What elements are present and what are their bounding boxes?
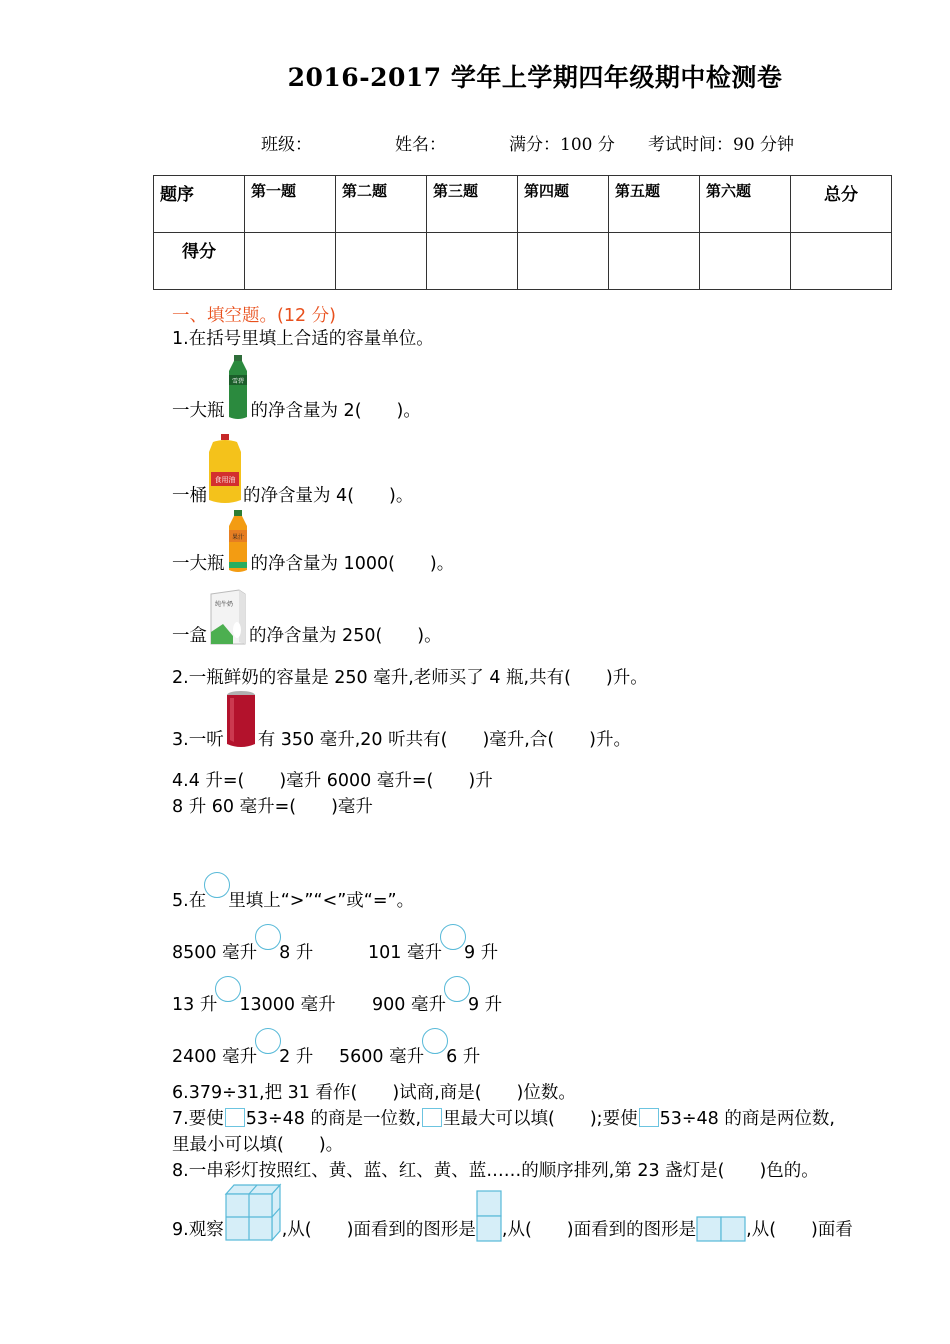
table-cell: 第一题 (245, 176, 336, 233)
score-input-cell[interactable] (791, 233, 892, 290)
question-7-line2: 里最小可以填( )。 (172, 1135, 344, 1155)
page-title: 2016-2017 学年上学期四年级期中检测卷 (287, 63, 783, 92)
score-table (153, 175, 892, 290)
question-7-line1 (172, 1107, 835, 1131)
table-row (154, 233, 892, 290)
milk-label-text: 纯牛奶 (214, 601, 234, 608)
question-1d (172, 584, 442, 648)
score-input-cell[interactable] (245, 233, 336, 290)
q7-text: 7.要使 (172, 1109, 224, 1129)
soda-bottle-icon (225, 355, 251, 421)
q9-text: ,从( )面看到的图形是 (281, 1220, 476, 1240)
q1d-text-post: 的净含量为 250( )。 (249, 626, 442, 646)
oil-label-text: 食用油 (214, 476, 236, 484)
compare-row-2a (172, 986, 336, 1017)
question-4-line2: 8 升 60 毫升=( )毫升 (172, 797, 373, 817)
answer-square[interactable] (225, 1108, 245, 1127)
compare-right: 2 升 (279, 1047, 314, 1067)
soda-can-icon (224, 690, 258, 750)
question-5 (172, 882, 414, 913)
q5-text-pre: 5.在 (172, 891, 207, 911)
question-1a (172, 353, 421, 423)
table-cell: 第四题 (518, 176, 609, 233)
answer-circle[interactable] (255, 924, 281, 950)
table-cell: 得分 (154, 233, 245, 290)
top-view-shape-icon (696, 1216, 746, 1242)
q1b-text-pre: 一桶 (172, 486, 207, 506)
question-8: 8.一串彩灯按照红、黄、蓝、红、黄、蓝……的顺序排列,第 23 盏灯是( )色的。 (172, 1161, 819, 1181)
score-input-cell[interactable] (427, 233, 518, 290)
table-cell: 第二题 (336, 176, 427, 233)
score-input-cell[interactable] (518, 233, 609, 290)
milk-box-icon (207, 586, 249, 646)
score-input-cell[interactable] (609, 233, 700, 290)
question-1-prompt: 1.在括号里填上合适的容量单位。 (172, 329, 434, 349)
table-cell: 第五题 (609, 176, 700, 233)
table-cell: 题序 (154, 176, 245, 233)
compare-left: 13 升 (172, 995, 218, 1015)
compare-row-2b (372, 986, 502, 1017)
front-view-shape-icon (476, 1190, 502, 1242)
compare-right: 9 升 (467, 995, 503, 1015)
juice-label-text: 果汁 (231, 534, 244, 541)
question-4-line1: 4.4 升=( )毫升 6000 毫升=( )升 (172, 771, 493, 791)
answer-square[interactable] (422, 1108, 442, 1127)
table-cell: 总分 (791, 176, 892, 233)
score-input-cell[interactable] (336, 233, 427, 290)
question-2: 2.一瓶鲜奶的容量是 250 毫升,老师买了 4 瓶,共有( )升。 (172, 668, 648, 688)
oil-drum-icon (207, 434, 243, 506)
q1c-text-pre: 一大瓶 (172, 554, 225, 574)
score-input-cell[interactable] (700, 233, 791, 290)
q1b-text-post: 的净含量为 4( )。 (243, 486, 414, 506)
answer-circle[interactable] (444, 976, 470, 1002)
compare-right: 8 升 (279, 943, 314, 963)
q3-text-post: 有 350 毫升,20 听共有( )毫升,合( )升。 (257, 730, 631, 750)
exam-time: 考试时间：90 分钟 (648, 135, 795, 155)
compare-right: 6 升 (446, 1047, 481, 1067)
compare-left: 900 毫升 (372, 995, 446, 1015)
question-6: 6.379÷31,把 31 看作( )试商,商是( )位数。 (172, 1083, 576, 1103)
answer-circle[interactable] (422, 1028, 448, 1054)
q1d-text-pre: 一盒 (172, 626, 207, 646)
q1a-text-pre: 一大瓶 (172, 401, 225, 421)
q9-text: ,从( )面看到的图形是 (501, 1220, 697, 1240)
compare-right: 9 升 (463, 943, 499, 963)
class-label: 班级： (261, 135, 312, 155)
answer-circle[interactable] (255, 1028, 281, 1054)
table-cell: 第三题 (427, 176, 518, 233)
table-row (154, 176, 892, 233)
full-score: 满分：100 分 (509, 135, 615, 155)
question-1c (172, 508, 454, 576)
q9-text: ,从( )面看 (746, 1220, 853, 1240)
q7-text: 里最大可以填( );要使 (443, 1109, 638, 1129)
answer-square[interactable] (639, 1108, 659, 1127)
question-1b (172, 432, 413, 508)
answer-circle[interactable] (204, 872, 230, 898)
q1a-text-post: 的净含量为 2( )。 (250, 401, 421, 421)
compare-left: 101 毫升 (368, 943, 442, 963)
table-cell: 第六题 (700, 176, 791, 233)
answer-circle[interactable] (215, 976, 241, 1002)
q1c-text-post: 的净含量为 1000( )。 (250, 554, 455, 574)
answer-circle[interactable] (440, 924, 466, 950)
name-label: 姓名： (395, 135, 446, 155)
compare-left: 8500 毫升 (172, 943, 258, 963)
section-heading: 一、填空题。(12 分) (172, 306, 336, 326)
soda-label-text: 雪碧 (231, 378, 244, 385)
cube-stack-icon (224, 1182, 282, 1242)
q3-text-pre: 3.一听 (172, 730, 224, 750)
q5-text-post: 里填上“>”“<”或“=”。 (228, 891, 415, 911)
compare-row-3a (172, 1038, 313, 1069)
compare-row-1a (172, 934, 313, 965)
question-9 (172, 1182, 853, 1242)
q7-text: 53÷48 的商是两位数, (659, 1109, 835, 1129)
compare-row-3b (339, 1038, 480, 1069)
q7-text: 53÷48 的商是一位数, (245, 1109, 422, 1129)
compare-left: 5600 毫升 (339, 1047, 425, 1067)
juice-bottle-icon (225, 510, 251, 574)
question-3 (172, 690, 631, 752)
q9-text: 9.观察 (172, 1220, 224, 1240)
compare-right: 13000 毫升 (239, 995, 336, 1015)
compare-left: 2400 毫升 (172, 1047, 258, 1067)
compare-row-1b (368, 934, 498, 965)
